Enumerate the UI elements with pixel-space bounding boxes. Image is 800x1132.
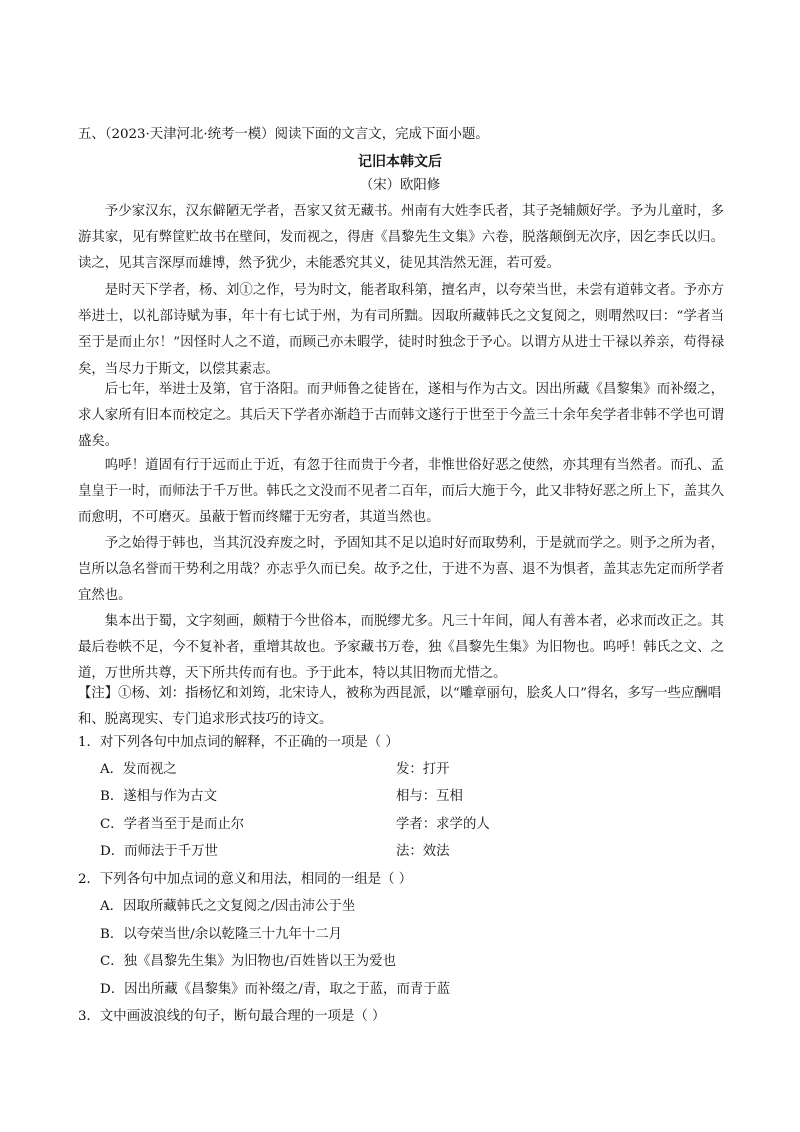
question-2-option-c: C．独《昌黎先生集》为旧物也/百姓皆以王为爱也 <box>100 954 396 969</box>
essay-paragraph-2: 是时天下学者，杨、刘①之作，号为时文，能者取科第，擅名声，以夸荣当世，未尝有道韩文者。予亦方举进士，以礼部诗赋为事，年十有七试于州，为有司所黜。因取所藏韩氏之文复阅之，则喟然叹曰：“学者当至于是而止尔！”因怪时人之不道，而顾己亦未暇学，徒时时独念于予心。以谓方从进士干禄以养亲，苟得禄矣，当尽力于斯文，以偿其素志。 <box>78 283 724 377</box>
question-1-option-a-gloss: 发：打开 <box>396 762 450 777</box>
essay-paragraph-1: 予少家汉东，汉东僻陋无学者，吾家又贫无藏书。州南有大姓李氏者，其子尧辅颇好学。予为儿童时，多游其家，见有弊筐贮故书在壁间，发而视之，得唐《昌黎先生文集》六卷，脱落颠倒无次序，因乞李氏以归。读之，见其言深厚而雄博，然予犹少，未能悉究其义，徒见其浩然无涯，若可爱。 <box>78 204 724 272</box>
essay-paragraph-3: 后七年，举进士及第，官于洛阳。而尹师鲁之徒皆在，遂相与作为古文。因出所藏《昌黎集》而补缀之，求人家所有旧本而校定之。其后天下学者亦渐趋于古而韩文遂行于世至于今盖三十余年矣学者非韩不学也可谓盛矣。 <box>78 382 724 450</box>
essay-paragraph-6: 集本出于蜀，文字刻画，颇精于今世俗本，而脱缪尤多。凡三十年间，闻人有善本者，必求而改正之。其最后卷帙不足，今不复补者，重增其故也。予家藏书万卷，独《昌黎先生集》为旧物也。呜呼！韩氏之文、之道，万世所共尊，天下所共传而有也。予于此本，特以其旧物而尤惜之。 <box>78 614 724 682</box>
question-3-stem: 3．文中画波浪线的句子，断句最合理的一项是（ ） <box>78 1009 386 1024</box>
question-1-option-b: B．遂相与作为古文 <box>100 789 217 804</box>
question-1-option-d: D．而师法于千万世 <box>100 844 218 859</box>
essay-paragraph-5: 予之始得于韩也，当其沉没弃废之时，予固知其不足以追时好而取势利，于是就而学之。则予之所为者，岂所以急名誉而干势利之用哉？亦志乎久而已矣。故予之仕，于进不为喜、退不为惧者，盖其志先定而所学者宜然也。 <box>78 536 724 604</box>
question-1-option-a: A．发而视之 <box>100 762 177 777</box>
question-1-option-d-gloss: 法：效法 <box>396 844 450 859</box>
question-1-option-c-gloss: 学者：求学的人 <box>396 817 490 832</box>
question-2-stem: 2．下列各句中加点词的意义和用法，相同的一组是（ ） <box>78 872 413 887</box>
question-2-option-a: A．因取所藏韩氏之文复阅之/因击沛公于坐 <box>100 899 356 914</box>
question-1-stem: 1．对下列各句中加点词的解释，不正确的一项是（ ） <box>78 735 399 750</box>
essay-paragraph-4: 呜呼！道固有行于远而止于近，有忽于往而贵于今者，非惟世俗好恶之使然，亦其理有当然者。而孔、孟皇皇于一时，而师法于千万世。韩氏之文没而不见者二百年，而后大施于今，此又非特好恶之所上下，盖其久而愈明，不可磨灭。虽蔽于暂而终耀于无穷者，其道当然也。 <box>78 458 724 526</box>
question-2-option-b: B．以夸荣当世/余以乾隆三十九年十二月 <box>100 927 342 942</box>
question-2-option-d: D．因出所藏《昌黎集》而补缀之/青，取之于蓝，而青于蓝 <box>100 982 451 997</box>
essay-title: 记旧本韩文后 <box>358 154 442 170</box>
question-1-option-b-gloss: 相与：互相 <box>396 789 463 804</box>
section-intro: 五、（2023·天津河北·统考一模）阅读下面的文言文，完成下面小题。 <box>78 127 489 142</box>
question-1-option-c: C．学者当至于是而止尔 <box>100 817 245 832</box>
essay-author: （宋）欧阳修 <box>359 178 441 193</box>
annotation-note: 【注】①杨、刘：指杨忆和刘筠，北宋诗人，被称为西昆派，以“雕章丽句，脍炙人口”得名，多写一些应酬唱和、脱离现实、专门追求形式技巧的诗文。 <box>78 686 722 728</box>
